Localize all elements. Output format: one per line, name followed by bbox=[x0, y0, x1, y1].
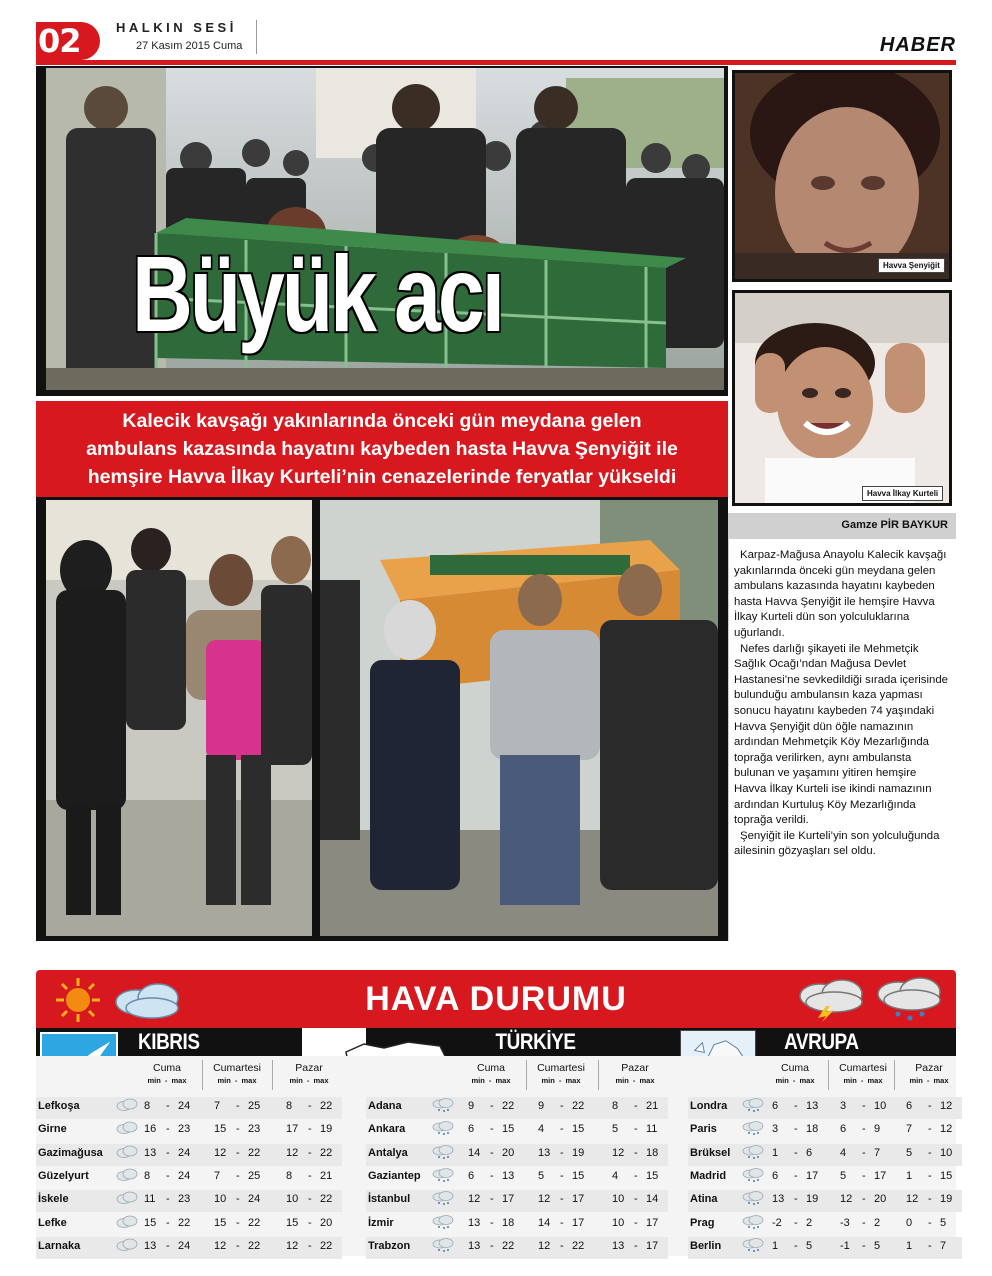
day-name: Cumartesi bbox=[537, 1062, 585, 1074]
max-temp: 22 bbox=[178, 1216, 191, 1229]
dash: - bbox=[236, 1146, 240, 1159]
day-name: Cuma bbox=[152, 1062, 181, 1074]
dash: - bbox=[308, 1123, 312, 1136]
subhead-line-2: ambulans kazasında hayatını kaybeden hasta Havva Şenyiğit ile bbox=[86, 438, 678, 460]
portrait-havva-senyigit bbox=[732, 70, 952, 282]
city-name: Lefke bbox=[38, 1216, 67, 1229]
dash: - bbox=[308, 1169, 312, 1182]
day-name: Cumartesi bbox=[213, 1062, 261, 1074]
max-temp: 5 bbox=[874, 1239, 881, 1252]
day-name: Cuma bbox=[476, 1062, 505, 1074]
coffin-carried-photo bbox=[320, 500, 718, 936]
max-temp: 22 bbox=[572, 1100, 585, 1112]
max-temp: 19 bbox=[320, 1123, 333, 1136]
dash: - bbox=[560, 1216, 564, 1229]
min-temp: 13 bbox=[144, 1146, 157, 1159]
dash: - bbox=[236, 1123, 240, 1136]
min-temp: 8 bbox=[286, 1169, 293, 1182]
dash: - bbox=[634, 1123, 638, 1136]
dash: - bbox=[862, 1239, 866, 1252]
day-header bbox=[762, 1062, 828, 1085]
page-number: 02 bbox=[36, 22, 100, 60]
max-temp: 5 bbox=[940, 1216, 947, 1229]
dash: - bbox=[634, 1100, 638, 1112]
city-name: Gazimağusa bbox=[38, 1146, 103, 1159]
city-name: Atina bbox=[690, 1193, 718, 1206]
max-temp: 2 bbox=[874, 1216, 881, 1229]
min-temp: 16 bbox=[144, 1123, 157, 1136]
min-temp: 6 bbox=[468, 1123, 475, 1136]
min-temp: 3 bbox=[840, 1100, 847, 1112]
dash: - bbox=[794, 1216, 798, 1229]
max-temp: 23 bbox=[178, 1193, 191, 1206]
weather-title: HAVA DURUMU bbox=[365, 980, 627, 1018]
max-temp: 22 bbox=[248, 1239, 261, 1252]
column-divider bbox=[202, 1060, 203, 1090]
dash: - bbox=[928, 1216, 932, 1229]
max-temp: 22 bbox=[502, 1100, 515, 1112]
max-temp: 22 bbox=[320, 1100, 333, 1112]
min-temp: 7 bbox=[214, 1169, 221, 1182]
city-name: Londra bbox=[690, 1100, 728, 1112]
max-temp: 13 bbox=[806, 1100, 819, 1112]
dash: - bbox=[490, 1169, 494, 1182]
dash: - bbox=[862, 1100, 866, 1112]
max-temp: 20 bbox=[874, 1193, 887, 1206]
min-temp: 6 bbox=[468, 1169, 475, 1182]
weather-row bbox=[0, 1193, 992, 1213]
max-temp: 22 bbox=[248, 1146, 261, 1159]
min-temp: 6 bbox=[772, 1100, 779, 1112]
city-name: Berlin bbox=[690, 1239, 722, 1252]
dash: - bbox=[490, 1193, 494, 1206]
dash: - bbox=[166, 1193, 170, 1206]
max-temp: 24 bbox=[178, 1239, 191, 1252]
max-temp: 24 bbox=[178, 1146, 191, 1159]
min-temp: 5 bbox=[538, 1169, 545, 1182]
day-header bbox=[276, 1062, 342, 1085]
dash: - bbox=[634, 1146, 638, 1159]
dash: - bbox=[560, 1169, 564, 1182]
day-header bbox=[134, 1062, 200, 1085]
max-temp: 20 bbox=[502, 1146, 515, 1159]
city-name: Madrid bbox=[690, 1169, 727, 1182]
article-paragraph: Nefes darlığı şikayeti ile Mehmetçik Sağlık Ocağı’ndan Mağusa Devlet Hastanesi’ne sevkedildiği sırada içerisinde bulunduğu ambulansın kaza yapması sonucu hayatını kaybeden 74 yaşındaki Havva Şenyiğit dün öğle namazının ardından Mehmetçik Köy Mezarlığında toprağa verilirken, aynı ambulansta bulunan ve yaşamını yitiren hemşire Havva İlkay Kurteli ise ikindi namazının ardından Kurtuluş Köy Mezarlığında toprağa verildi. bbox=[734, 642, 949, 827]
max-temp: 15 bbox=[502, 1123, 515, 1136]
city-name: Lefkoşa bbox=[38, 1100, 80, 1112]
min-temp: 15 bbox=[214, 1123, 227, 1136]
min-temp: 5 bbox=[840, 1169, 847, 1182]
min-temp: 7 bbox=[906, 1123, 913, 1136]
max-temp: 12 bbox=[940, 1123, 953, 1136]
city-name: Prag bbox=[690, 1216, 715, 1229]
max-temp: 15 bbox=[940, 1169, 953, 1182]
min-temp: 4 bbox=[612, 1169, 619, 1182]
rain-cloud-icon bbox=[742, 1191, 764, 1205]
min-temp: 12 bbox=[906, 1193, 919, 1206]
region-title: AVRUPA bbox=[783, 1029, 859, 1054]
min-temp: 12 bbox=[840, 1193, 853, 1206]
max-temp: 12 bbox=[940, 1100, 953, 1112]
rain-cloud-icon bbox=[874, 976, 946, 1022]
min-temp: 4 bbox=[840, 1146, 847, 1159]
min-temp: 13 bbox=[144, 1239, 157, 1252]
dash: - bbox=[928, 1146, 932, 1159]
min-temp: -1 bbox=[840, 1239, 850, 1252]
max-temp: 20 bbox=[320, 1216, 333, 1229]
min-temp: 13 bbox=[538, 1146, 551, 1159]
day-name: Pazar bbox=[295, 1062, 323, 1074]
dash: - bbox=[928, 1193, 932, 1206]
min-temp: 10 bbox=[612, 1216, 625, 1229]
storm-cloud-icon bbox=[796, 976, 868, 1022]
min-temp: 12 bbox=[214, 1146, 227, 1159]
masthead-divider bbox=[256, 20, 257, 54]
rain-cloud-icon bbox=[742, 1121, 764, 1135]
rain-cloud-icon bbox=[742, 1168, 764, 1182]
min-temp: 15 bbox=[214, 1216, 227, 1229]
max-temp: 24 bbox=[178, 1100, 191, 1112]
dash: - bbox=[166, 1239, 170, 1252]
min-temp: 10 bbox=[612, 1193, 625, 1206]
min-temp: 11 bbox=[144, 1193, 156, 1206]
min-temp: 1 bbox=[772, 1239, 779, 1252]
min-temp: 12 bbox=[286, 1146, 299, 1159]
rain-cloud-icon bbox=[742, 1215, 764, 1229]
max-temp: 22 bbox=[320, 1193, 333, 1206]
dash: - bbox=[794, 1169, 798, 1182]
dash: - bbox=[490, 1239, 494, 1252]
max-temp: 18 bbox=[502, 1216, 515, 1229]
min-temp: 12 bbox=[468, 1193, 481, 1206]
max-temp: 19 bbox=[572, 1146, 585, 1159]
max-temp: 23 bbox=[248, 1123, 261, 1136]
region-title: TÜRKİYE bbox=[495, 1029, 576, 1054]
max-temp: 19 bbox=[940, 1193, 953, 1206]
day-name: Cumartesi bbox=[839, 1062, 887, 1074]
dash: - bbox=[928, 1100, 932, 1112]
article-paragraph: Karpaz-Mağusa Anayolu Kalecik kavşağı yakınlarında önceki gün meydana gelen ambulans kazasında hayatını kaybeden hasta Havva Şenyiğit ile hemşire Havva İlkay Kurteli dün son yolculuklarına uğurlandı. bbox=[734, 549, 947, 639]
day-header bbox=[458, 1062, 524, 1085]
max-temp: 11 bbox=[646, 1123, 658, 1136]
dash: - bbox=[560, 1123, 564, 1136]
dash: - bbox=[560, 1239, 564, 1252]
issue-date: 27 Kasım 2015 Cuma bbox=[136, 40, 243, 52]
dash: - bbox=[928, 1123, 932, 1136]
rain-cloud-icon bbox=[742, 1238, 764, 1252]
min-max-label: min - max bbox=[909, 1076, 949, 1085]
max-temp: 17 bbox=[572, 1216, 585, 1229]
dash: - bbox=[794, 1146, 798, 1159]
min-max-label: min - max bbox=[289, 1076, 329, 1085]
dash: - bbox=[236, 1216, 240, 1229]
min-temp: 1 bbox=[906, 1169, 913, 1182]
max-temp: 17 bbox=[646, 1216, 659, 1229]
dash: - bbox=[166, 1146, 170, 1159]
max-temp: 14 bbox=[646, 1193, 659, 1206]
min-temp: 5 bbox=[906, 1146, 913, 1159]
min-temp: 6 bbox=[772, 1169, 779, 1182]
min-temp: 3 bbox=[772, 1123, 779, 1136]
max-temp: 10 bbox=[874, 1100, 887, 1112]
max-temp: 21 bbox=[646, 1100, 659, 1112]
dash: - bbox=[560, 1146, 564, 1159]
min-temp: 8 bbox=[286, 1100, 293, 1112]
city-name: Brüksel bbox=[690, 1146, 731, 1159]
dash: - bbox=[634, 1193, 638, 1206]
region-title: KIBRIS bbox=[138, 1029, 200, 1054]
max-temp: 13 bbox=[502, 1169, 515, 1182]
weather-row bbox=[0, 1217, 992, 1237]
city-name: Gaziantep bbox=[368, 1169, 421, 1182]
section-label: HABER bbox=[879, 34, 956, 56]
min-temp: 8 bbox=[612, 1100, 619, 1112]
max-temp: 6 bbox=[806, 1146, 813, 1159]
dash: - bbox=[308, 1100, 312, 1112]
max-temp: 25 bbox=[248, 1100, 261, 1112]
max-temp: 19 bbox=[806, 1193, 819, 1206]
cloud-icon bbox=[112, 978, 184, 1020]
dash: - bbox=[236, 1239, 240, 1252]
max-temp: 15 bbox=[572, 1123, 585, 1136]
dash: - bbox=[634, 1169, 638, 1182]
min-temp: 5 bbox=[612, 1123, 619, 1136]
subhead-box bbox=[36, 401, 728, 497]
dash: - bbox=[928, 1239, 932, 1252]
day-name: Pazar bbox=[621, 1062, 649, 1074]
min-max-label: min - max bbox=[775, 1076, 815, 1085]
min-temp: 0 bbox=[906, 1216, 913, 1229]
day-header bbox=[830, 1062, 896, 1085]
dash: - bbox=[490, 1216, 494, 1229]
day-header bbox=[204, 1062, 270, 1085]
min-temp: 6 bbox=[906, 1100, 913, 1112]
max-temp: 7 bbox=[940, 1239, 947, 1252]
dash: - bbox=[560, 1100, 564, 1112]
rain-cloud-icon bbox=[742, 1145, 764, 1159]
min-max-label: min - max bbox=[147, 1076, 187, 1085]
day-name: Cuma bbox=[780, 1062, 809, 1074]
dash: - bbox=[490, 1100, 494, 1112]
dash: - bbox=[236, 1100, 240, 1112]
dash: - bbox=[308, 1239, 312, 1252]
byline: Gamze PİR BAYKUR bbox=[728, 513, 956, 539]
dash: - bbox=[862, 1193, 866, 1206]
max-temp: 18 bbox=[646, 1146, 659, 1159]
min-temp: 4 bbox=[538, 1123, 545, 1136]
min-temp: 13 bbox=[772, 1193, 785, 1206]
portrait-caption-2: Havva İlkay Kurteli bbox=[862, 486, 943, 501]
min-temp: 12 bbox=[612, 1146, 625, 1159]
min-temp: 12 bbox=[538, 1193, 551, 1206]
max-temp: 18 bbox=[806, 1123, 819, 1136]
dash: - bbox=[862, 1146, 866, 1159]
dash: - bbox=[308, 1146, 312, 1159]
max-temp: 15 bbox=[572, 1169, 585, 1182]
masthead-rule bbox=[36, 60, 956, 65]
weather-row bbox=[0, 1147, 992, 1167]
max-temp: 5 bbox=[806, 1239, 813, 1252]
portrait-caption-1: Havva Şenyiğit bbox=[878, 258, 945, 273]
max-temp: 22 bbox=[320, 1239, 333, 1252]
weather-row bbox=[0, 1170, 992, 1190]
max-temp: 22 bbox=[320, 1146, 333, 1159]
min-temp: 17 bbox=[286, 1123, 299, 1136]
dash: - bbox=[634, 1239, 638, 1252]
subhead-line-1: Kalecik kavşağı yakınlarında önceki gün meydana gelen bbox=[122, 410, 642, 432]
headline: Büyük acı bbox=[132, 233, 502, 354]
city-name: Girne bbox=[38, 1123, 67, 1136]
min-max-label: min - max bbox=[471, 1076, 511, 1085]
sun-icon bbox=[52, 976, 104, 1024]
max-temp: 2 bbox=[806, 1216, 813, 1229]
day-name: Pazar bbox=[915, 1062, 943, 1074]
min-temp: 10 bbox=[286, 1193, 299, 1206]
dash: - bbox=[862, 1169, 866, 1182]
max-temp: 10 bbox=[940, 1146, 953, 1159]
max-temp: 22 bbox=[572, 1239, 585, 1252]
city-name: İskele bbox=[38, 1193, 69, 1206]
dash: - bbox=[308, 1216, 312, 1229]
min-temp: 10 bbox=[214, 1193, 227, 1206]
min-temp: 8 bbox=[144, 1169, 151, 1182]
max-temp: 9 bbox=[874, 1123, 881, 1136]
min-temp: 8 bbox=[144, 1100, 151, 1112]
column-divider bbox=[828, 1060, 829, 1090]
max-temp: 17 bbox=[806, 1169, 819, 1182]
dash: - bbox=[236, 1193, 240, 1206]
min-temp: 14 bbox=[538, 1216, 551, 1229]
min-max-label: min - max bbox=[843, 1076, 883, 1085]
dash: - bbox=[236, 1169, 240, 1182]
mourners-walking-photo bbox=[46, 500, 312, 936]
dash: - bbox=[634, 1216, 638, 1229]
max-temp: 24 bbox=[248, 1193, 261, 1206]
city-name: Adana bbox=[368, 1100, 402, 1112]
min-temp: 15 bbox=[144, 1216, 157, 1229]
dash: - bbox=[308, 1193, 312, 1206]
city-name: Paris bbox=[690, 1123, 717, 1136]
max-temp: 15 bbox=[646, 1169, 659, 1182]
min-temp: 12 bbox=[538, 1239, 551, 1252]
min-temp: -3 bbox=[840, 1216, 850, 1229]
weather-row bbox=[0, 1123, 992, 1143]
dash: - bbox=[794, 1193, 798, 1206]
city-name: İzmir bbox=[368, 1216, 394, 1229]
city-name: Larnaka bbox=[38, 1239, 81, 1252]
dash: - bbox=[490, 1146, 494, 1159]
min-temp: 15 bbox=[286, 1216, 299, 1229]
min-temp: 9 bbox=[468, 1100, 475, 1112]
dash: - bbox=[862, 1216, 866, 1229]
dash: - bbox=[862, 1123, 866, 1136]
min-temp: 13 bbox=[468, 1239, 481, 1252]
max-temp: 25 bbox=[248, 1169, 261, 1182]
max-temp: 17 bbox=[502, 1193, 515, 1206]
column-divider bbox=[526, 1060, 527, 1090]
day-header bbox=[896, 1062, 962, 1085]
min-temp: 7 bbox=[214, 1100, 221, 1112]
max-temp: 17 bbox=[646, 1239, 659, 1252]
dash: - bbox=[794, 1100, 798, 1112]
min-max-label: min - max bbox=[615, 1076, 655, 1085]
max-temp: 7 bbox=[874, 1146, 881, 1159]
dash: - bbox=[794, 1123, 798, 1136]
article-body bbox=[734, 548, 950, 860]
min-temp: 12 bbox=[286, 1239, 299, 1252]
dash: - bbox=[794, 1239, 798, 1252]
column-divider bbox=[894, 1060, 895, 1090]
rain-cloud-icon bbox=[742, 1098, 764, 1112]
min-temp: 13 bbox=[468, 1216, 481, 1229]
min-temp: 6 bbox=[840, 1123, 847, 1136]
min-temp: 14 bbox=[468, 1146, 481, 1159]
city-name: Ankara bbox=[368, 1123, 406, 1136]
min-temp: 1 bbox=[906, 1239, 913, 1252]
dash: - bbox=[490, 1123, 494, 1136]
max-temp: 17 bbox=[572, 1193, 585, 1206]
max-temp: 22 bbox=[502, 1239, 515, 1252]
max-temp: 22 bbox=[248, 1216, 261, 1229]
dash: - bbox=[928, 1169, 932, 1182]
dash: - bbox=[560, 1193, 564, 1206]
dash: - bbox=[166, 1169, 170, 1182]
city-name: Trabzon bbox=[368, 1239, 411, 1252]
dash: - bbox=[166, 1123, 170, 1136]
max-temp: 17 bbox=[874, 1169, 887, 1182]
min-max-label: min - max bbox=[217, 1076, 257, 1085]
min-max-label: min - max bbox=[541, 1076, 581, 1085]
day-header bbox=[602, 1062, 668, 1085]
min-temp: 1 bbox=[772, 1146, 779, 1159]
city-name: Antalya bbox=[368, 1146, 408, 1159]
column-divider bbox=[272, 1060, 273, 1090]
min-temp: 9 bbox=[538, 1100, 545, 1112]
column-divider bbox=[598, 1060, 599, 1090]
min-temp: 12 bbox=[214, 1239, 227, 1252]
max-temp: 24 bbox=[178, 1169, 191, 1182]
weather-row bbox=[0, 1240, 992, 1260]
max-temp: 21 bbox=[320, 1169, 333, 1182]
city-name: İstanbul bbox=[368, 1193, 411, 1206]
portrait-havva-ilkay-kurteli bbox=[732, 290, 952, 506]
city-name: Güzelyurt bbox=[38, 1169, 89, 1182]
day-header bbox=[528, 1062, 594, 1085]
article-paragraph: Şenyiğit ile Kurteli’yin son yolculuğunda ailesinin gözyaşları sel oldu. bbox=[734, 829, 940, 858]
min-temp: -2 bbox=[772, 1216, 782, 1229]
dash: - bbox=[166, 1100, 170, 1112]
paper-name: HALKIN SESİ bbox=[116, 20, 237, 35]
weather-row bbox=[0, 1100, 992, 1120]
subhead-line-3: hemşire Havva İlkay Kurteli’nin cenazelerinde feryatlar yükseldi bbox=[87, 466, 677, 488]
masthead bbox=[0, 0, 992, 64]
min-temp: 13 bbox=[612, 1239, 625, 1252]
max-temp: 23 bbox=[178, 1123, 191, 1136]
dash: - bbox=[166, 1216, 170, 1229]
